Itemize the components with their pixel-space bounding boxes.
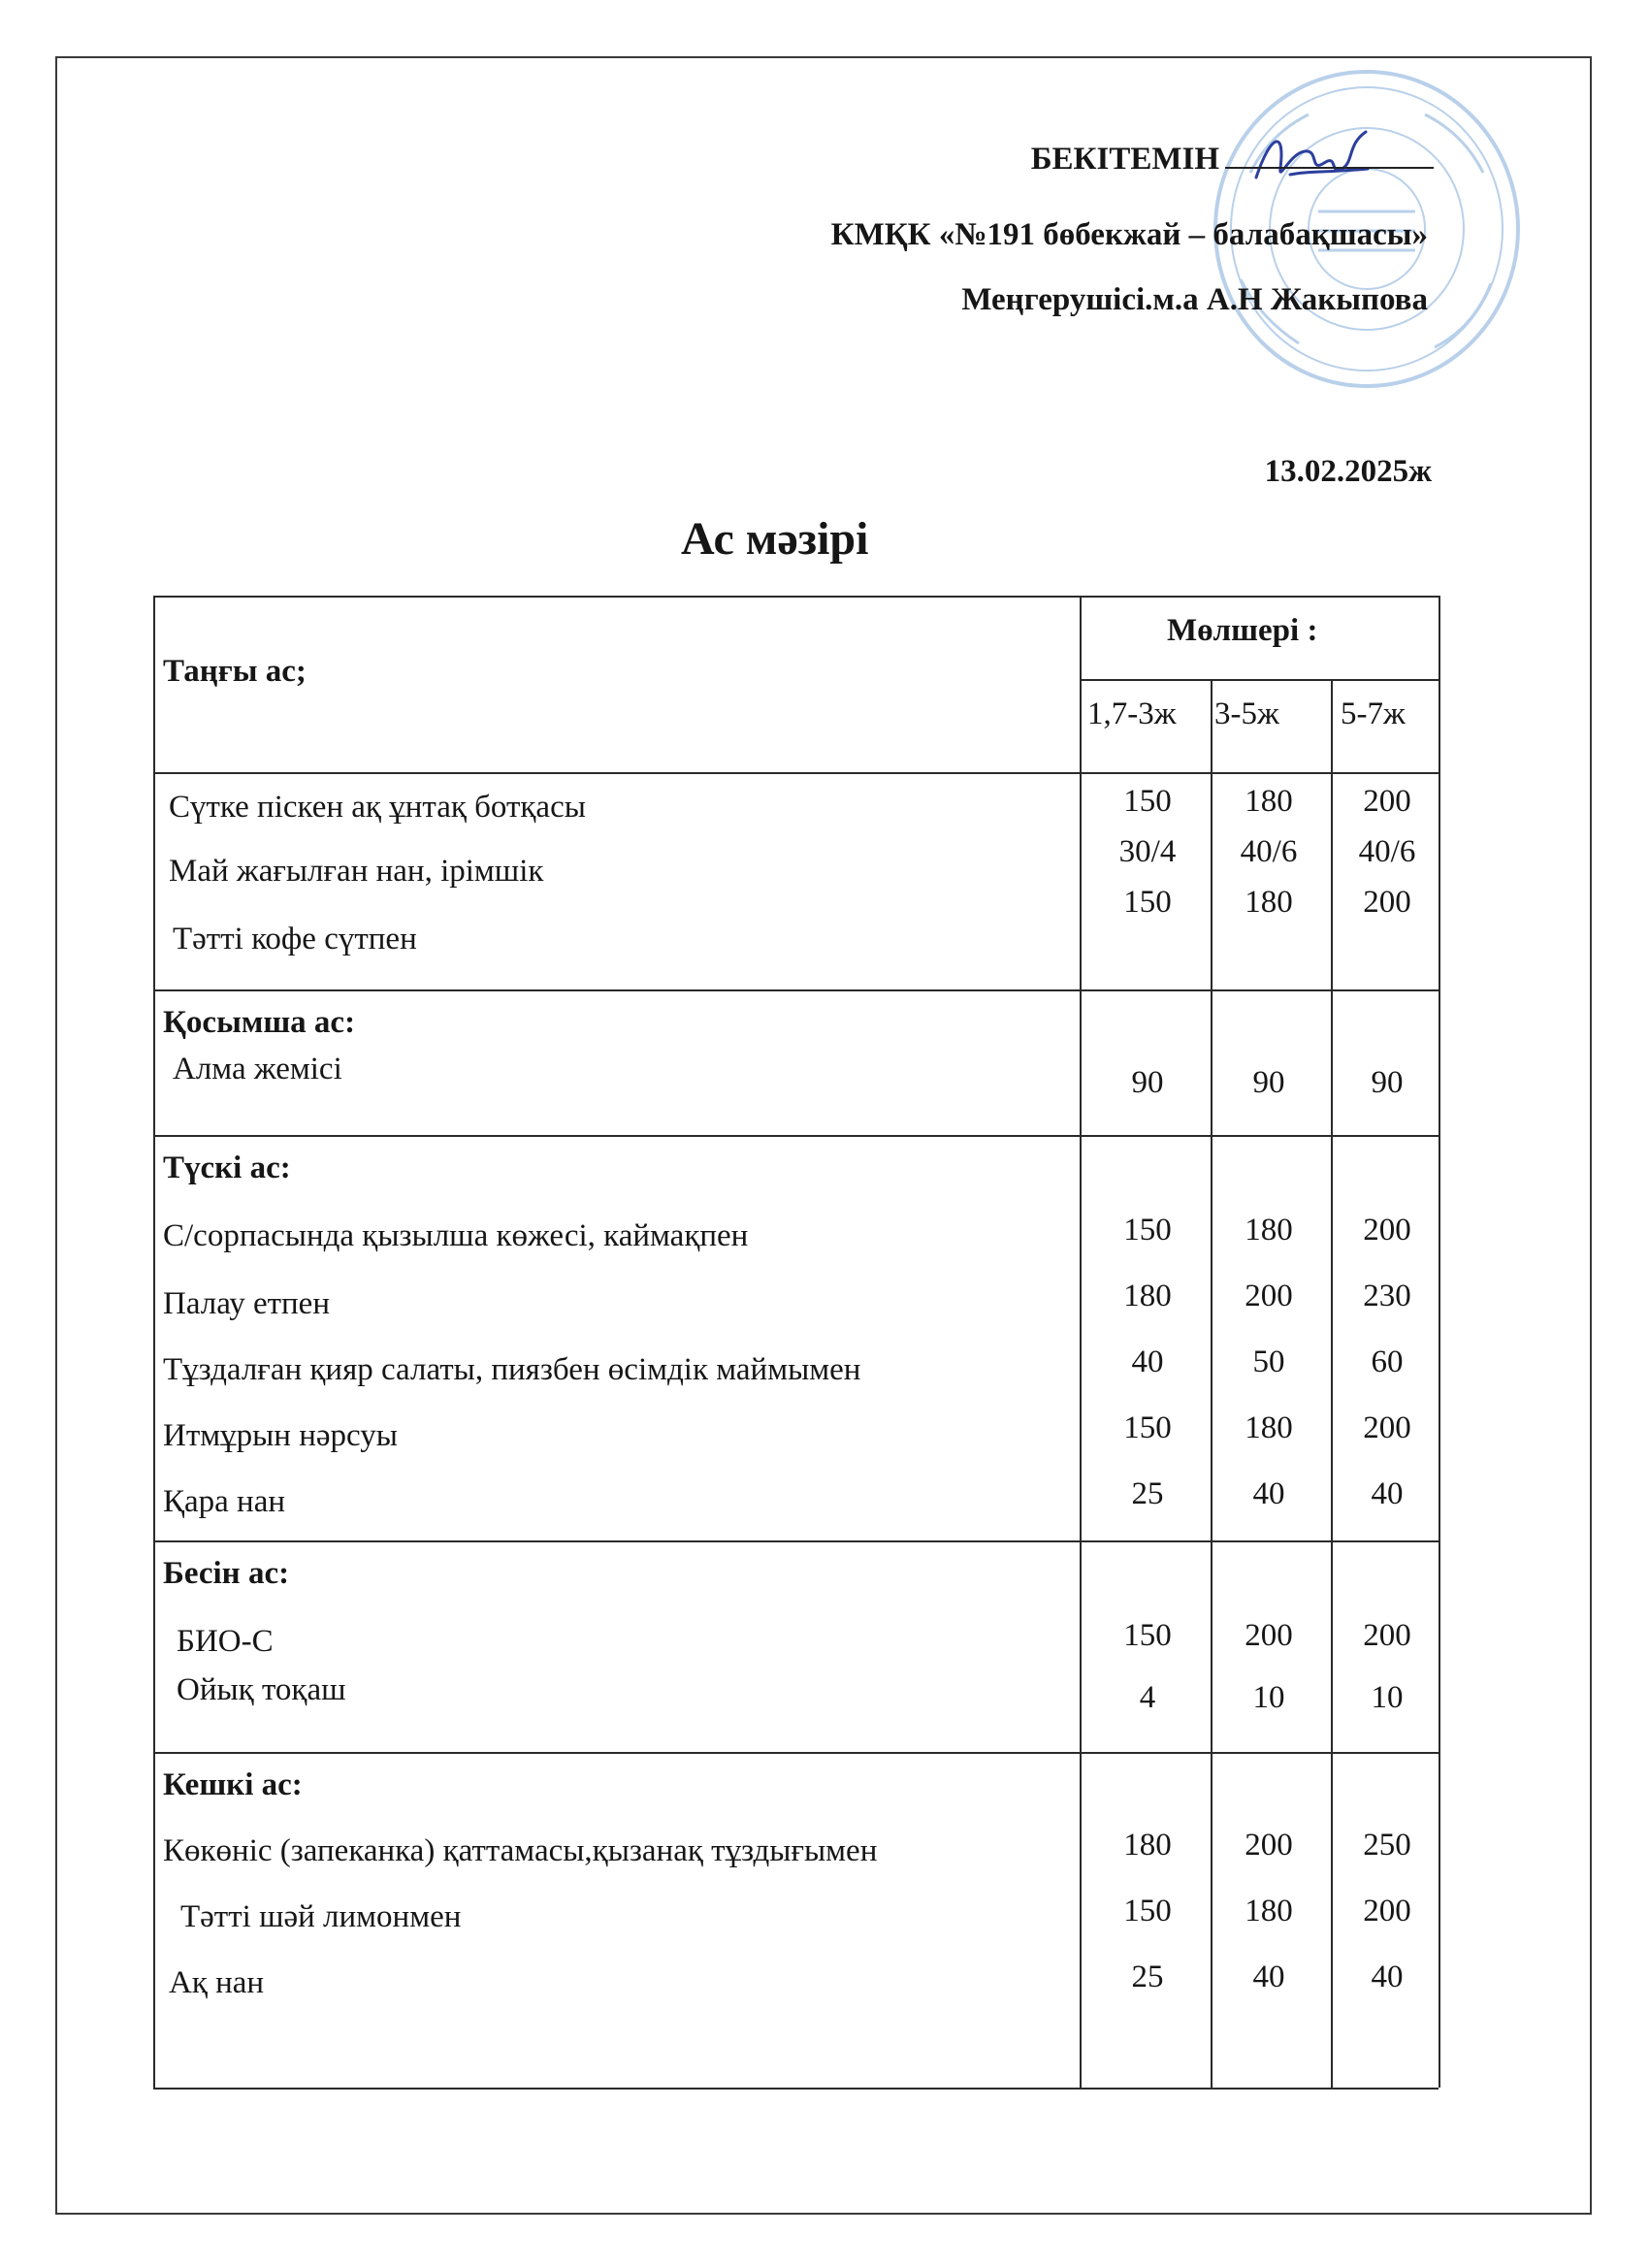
age-column-header: 1,7-3ж bbox=[1087, 697, 1177, 731]
amount-value: 180 bbox=[1245, 885, 1293, 920]
amount-value: 40/6 bbox=[1358, 834, 1416, 869]
menu-item-name: С/сорпасында қызылша көжесі, каймақпен bbox=[163, 1218, 749, 1253]
row-divider bbox=[1080, 679, 1439, 681]
first-meal-header: Таңғы ас; bbox=[163, 654, 307, 689]
amount-value: 200 bbox=[1363, 1410, 1411, 1445]
amount-value: 150 bbox=[1123, 1213, 1172, 1247]
amount-header: Мөлшері : bbox=[1167, 613, 1318, 648]
table-border-top bbox=[153, 596, 1439, 598]
head-title: Меңгерушісі.м.а А.Н Жакыпова bbox=[961, 282, 1428, 317]
amount-value: 40 bbox=[1371, 1960, 1404, 1994]
amount-value: 180 bbox=[1123, 1828, 1172, 1863]
menu-item-name: Тұздалған қияр салаты, пиязбен өсімдік маймымен bbox=[163, 1352, 861, 1387]
amount-value: 230 bbox=[1363, 1279, 1411, 1313]
age-column-header: 5-7ж bbox=[1341, 697, 1406, 731]
amount-value: 25 bbox=[1131, 1960, 1164, 1994]
row-divider bbox=[153, 772, 1439, 774]
table-border-right bbox=[1439, 596, 1440, 2088]
menu-item-name: Қара нан bbox=[163, 1484, 286, 1519]
amount-value: 150 bbox=[1123, 784, 1172, 819]
amount-value: 200 bbox=[1363, 1213, 1411, 1247]
table-border-bottom bbox=[153, 2088, 1439, 2090]
amount-value: 25 bbox=[1131, 1476, 1164, 1511]
amount-value: 200 bbox=[1245, 1618, 1293, 1653]
menu-item-name: Тәтті шәй лимонмен bbox=[180, 1899, 462, 1934]
amount-value: 200 bbox=[1363, 1894, 1411, 1928]
row-divider bbox=[153, 1752, 1439, 1754]
column-divider bbox=[1331, 679, 1333, 2088]
menu-item-name: Алма жемісі bbox=[173, 1052, 342, 1086]
amount-value: 4 bbox=[1139, 1680, 1156, 1715]
age-column-header: 3-5ж bbox=[1214, 697, 1279, 731]
amount-value: 150 bbox=[1123, 1410, 1172, 1445]
amount-value: 200 bbox=[1363, 885, 1411, 920]
amount-value: 40 bbox=[1252, 1476, 1285, 1511]
amount-value: 40 bbox=[1252, 1960, 1285, 1994]
amount-value: 90 bbox=[1252, 1065, 1285, 1100]
amount-value: 50 bbox=[1252, 1345, 1285, 1379]
amount-value: 200 bbox=[1363, 784, 1411, 819]
menu-item-name: Палау етпен bbox=[163, 1286, 330, 1321]
amount-value: 180 bbox=[1123, 1279, 1172, 1313]
amount-value: 40/6 bbox=[1240, 834, 1298, 869]
column-divider bbox=[1080, 596, 1082, 2088]
amount-value: 40 bbox=[1131, 1345, 1164, 1379]
amount-value: 90 bbox=[1131, 1065, 1164, 1100]
menu-item-name: Ақ нан bbox=[169, 1965, 265, 2000]
menu-item-name: Сүтке піскен ақ ұнтақ ботқасы bbox=[169, 790, 586, 825]
amount-value: 180 bbox=[1245, 1213, 1293, 1247]
section-title: Кешкі ас: bbox=[163, 1767, 303, 1802]
section-title: Қосымша ас: bbox=[163, 1005, 356, 1040]
amount-value: 90 bbox=[1371, 1065, 1404, 1100]
document-date: 13.02.2025ж bbox=[1264, 454, 1432, 489]
amount-value: 10 bbox=[1371, 1680, 1404, 1715]
amount-value: 200 bbox=[1363, 1618, 1411, 1653]
amount-value: 10 bbox=[1252, 1680, 1285, 1715]
amount-value: 200 bbox=[1245, 1279, 1293, 1313]
approval-line bbox=[1031, 138, 1434, 178]
approve-label: БЕКІТЕМІН bbox=[1030, 142, 1219, 177]
column-divider bbox=[1211, 679, 1212, 2088]
amount-value: 180 bbox=[1245, 1894, 1293, 1928]
signature-line bbox=[1225, 138, 1434, 169]
amount-value: 60 bbox=[1371, 1345, 1404, 1379]
menu-item-name: Көкөніс (запеканка) қаттамасы,қызанақ тұздығымен bbox=[163, 1833, 878, 1868]
page-title: Ас мәзірі bbox=[681, 513, 869, 565]
amount-value: 200 bbox=[1245, 1828, 1293, 1863]
section-title: Бесін ас: bbox=[163, 1556, 290, 1591]
amount-value: 250 bbox=[1363, 1828, 1411, 1863]
row-divider bbox=[153, 1540, 1439, 1542]
menu-item-name: Итмұрын нәрсуы bbox=[163, 1418, 398, 1453]
menu-table bbox=[153, 596, 1439, 2088]
table-border-left bbox=[153, 596, 155, 2088]
row-divider bbox=[153, 989, 1439, 991]
row-divider bbox=[153, 1135, 1439, 1137]
amount-value: 150 bbox=[1123, 1894, 1172, 1928]
amount-value: 30/4 bbox=[1118, 834, 1177, 869]
amount-value: 150 bbox=[1123, 1618, 1172, 1653]
amount-value: 150 bbox=[1123, 885, 1172, 920]
menu-item-name: Тәтті кофе сүтпен bbox=[173, 922, 417, 956]
amount-value: 180 bbox=[1245, 784, 1293, 819]
section-title: Түскі ас: bbox=[163, 1150, 291, 1185]
menu-item-name: Ойық тоқаш bbox=[177, 1672, 346, 1707]
amount-value: 40 bbox=[1371, 1476, 1404, 1511]
amount-value: 180 bbox=[1245, 1410, 1293, 1445]
menu-item-name: Май жағылған нан, ірімшік bbox=[169, 854, 544, 889]
organization-name: КМҚК «№191 бөбекжай – балабақшасы» bbox=[830, 217, 1428, 252]
menu-item-name: БИО-С bbox=[177, 1624, 274, 1659]
